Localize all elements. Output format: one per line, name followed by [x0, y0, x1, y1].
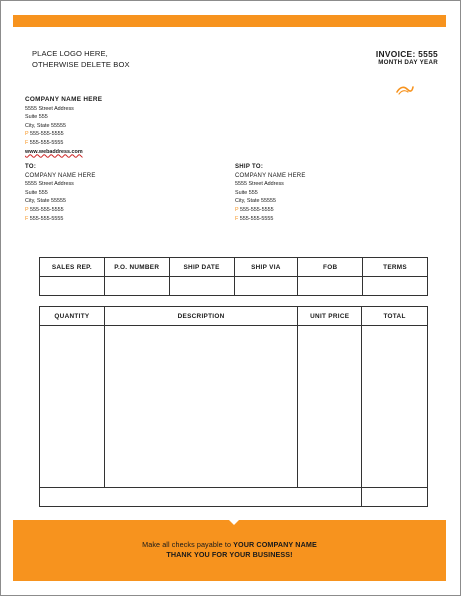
- bill-to-phone: 555-555-5555: [30, 206, 64, 213]
- grand-total-value-cell[interactable]: [362, 488, 428, 507]
- ship-to-company: COMPANY NAME HERE: [235, 172, 306, 179]
- header-fob: FOB: [298, 258, 363, 277]
- terms-cell[interactable]: [363, 277, 428, 296]
- swoosh-logo-icon: [396, 84, 414, 96]
- total-column-cell[interactable]: [362, 326, 428, 488]
- payable-company: YOUR COMPANY NAME: [233, 540, 317, 549]
- phone-prefix: P: [235, 206, 239, 213]
- bill-to-street: 5555 Street Address: [25, 181, 74, 188]
- fax-prefix: F: [25, 139, 29, 146]
- bill-to-fax: 555-555-5555: [29, 215, 64, 222]
- ship-to-label: SHIP TO:: [235, 164, 264, 170]
- line-items-table: [39, 306, 428, 507]
- ship-to-block: [235, 163, 306, 223]
- header-unit-price: UNIT PRICE: [298, 307, 362, 326]
- sender-website-link[interactable]: www.webaddress.com: [25, 148, 83, 155]
- unit-price-column-cell[interactable]: [298, 326, 362, 488]
- bill-to-label: TO:: [25, 164, 37, 170]
- top-accent-bar: [13, 15, 446, 27]
- bill-to-company: COMPANY NAME HERE: [25, 172, 96, 179]
- invoice-number: INVOICE: 5555: [375, 49, 438, 59]
- payable-prefix: Make all checks payable to: [142, 540, 234, 549]
- header-sales-rep: SALES REP.: [40, 258, 105, 277]
- header-total: TOTAL: [362, 307, 428, 326]
- header-quantity: QUANTITY: [40, 307, 105, 326]
- sender-fax-row: [25, 139, 102, 148]
- invoice-date: MONTH DAY YEAR: [378, 59, 438, 66]
- sender-city: City, State 55555: [25, 122, 66, 129]
- ship-to-fax: 555-555-5555: [239, 215, 274, 222]
- sender-phone: 555-555-5555: [30, 131, 64, 138]
- ship-to-phone: 555-555-5555: [240, 206, 274, 213]
- ship-to-street: 5555 Street Address: [235, 181, 284, 188]
- bill-to-city: City, State 55555: [25, 198, 66, 205]
- bill-to-fax-row: [25, 215, 96, 224]
- logo-placeholder[interactable]: [32, 48, 130, 70]
- sender-company-name: COMPANY NAME HERE: [25, 96, 103, 103]
- phone-prefix: P: [25, 131, 29, 138]
- order-info-value-row: [40, 277, 428, 296]
- header-terms: TERMS: [363, 258, 428, 277]
- fob-cell[interactable]: [298, 277, 363, 296]
- order-info-table: [39, 257, 428, 296]
- ship-to-phone-row: [235, 206, 306, 215]
- header-ship-date: SHIP DATE: [169, 258, 234, 277]
- bill-to-phone-row: [25, 206, 96, 215]
- sender-company-block: [25, 96, 102, 156]
- header-po-number: P.O. NUMBER: [104, 258, 169, 277]
- line-items-header-row: [40, 307, 428, 326]
- logo-placeholder-line2: OTHERWISE DELETE BOX: [32, 60, 130, 69]
- line-items-body-row: [40, 326, 428, 488]
- ship-via-cell[interactable]: [234, 277, 298, 296]
- payable-note: [13, 540, 446, 549]
- description-column-cell[interactable]: [104, 326, 297, 488]
- header-description: DESCRIPTION: [104, 307, 297, 326]
- grand-total-row: [40, 488, 428, 507]
- logo-placeholder-line1: PLACE LOGO HERE,: [32, 49, 108, 58]
- sender-phone-row: [25, 130, 102, 139]
- sender-street: 5555 Street Address: [25, 105, 74, 112]
- grand-total-label-cell: [40, 488, 362, 507]
- header-ship-via: SHIP VIA: [234, 258, 298, 277]
- sales-rep-cell[interactable]: [40, 277, 105, 296]
- thank-you-note: THANK YOU FOR YOUR BUSINESS!: [166, 550, 293, 559]
- ship-date-cell[interactable]: [169, 277, 234, 296]
- sender-suite: Suite 555: [25, 114, 48, 121]
- sender-fax: 555-555-5555: [29, 139, 64, 146]
- order-info-header-row: [40, 258, 428, 277]
- bill-to-block: [25, 163, 96, 223]
- ship-to-fax-row: [235, 215, 306, 224]
- quantity-column-cell[interactable]: [40, 326, 105, 488]
- phone-prefix: P: [25, 206, 29, 213]
- ship-to-suite: Suite 555: [235, 189, 258, 196]
- fax-prefix: F: [25, 215, 29, 222]
- fax-prefix: F: [235, 215, 239, 222]
- po-number-cell[interactable]: [104, 277, 169, 296]
- ship-to-city: City, State 55555: [235, 198, 276, 205]
- footer-notch: [229, 520, 239, 525]
- bill-to-suite: Suite 555: [25, 189, 48, 196]
